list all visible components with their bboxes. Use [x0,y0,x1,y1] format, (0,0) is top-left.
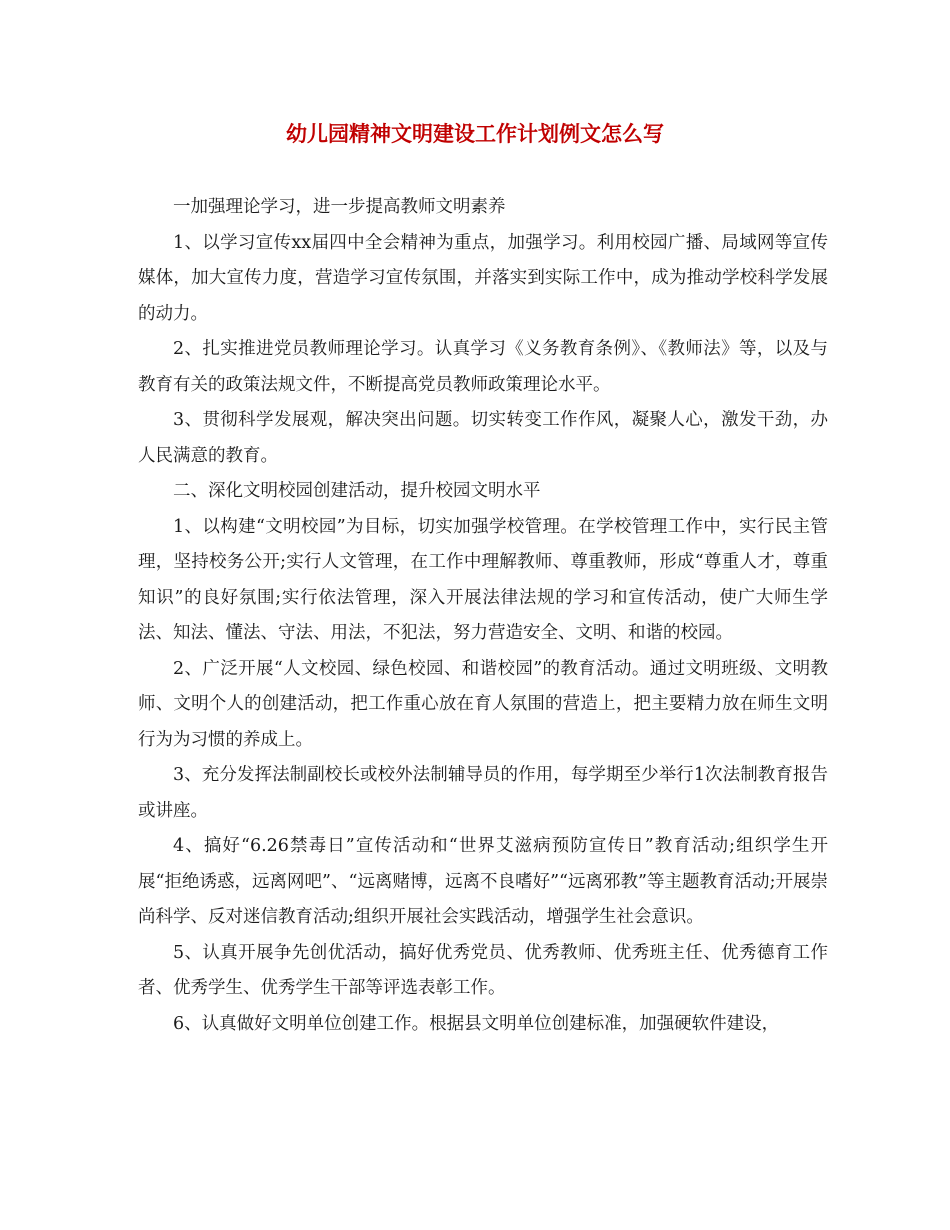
paragraph: 1、以构建“文明校园”为目标，切实加强学校管理。在学校管理工作中，实行民主管理，坚持校务公开;实行人文管理，在工作中理解教师、尊重教师，形成“尊重人才，尊重知识”的良好氛围;实行依法管理，深入开展法律法规的学习和宣传活动，使广大师生学法、知法、懂法、守法、用法，不犯法，努力营造安全、文明、和谐的校园。 [138,516,828,643]
paragraph: 5、认真开展争先创优活动，搞好优秀党员、优秀教师、优秀班主任、优秀德育工作者、优秀学生、优秀学生干部等评选表彰工作。 [138,942,828,998]
section-heading-1: 一加强理论学习，进一步提高教师文明素养 [173,197,506,217]
document-body [138,190,828,1042]
paragraph: 1、以学习宣传xx届四中全会精神为重点，加强学习。利用校园广播、局域网等宣传媒体，加大宣传力度，营造学习宣传氛围，并落实到实际工作中，成为推动学校科学发展的动力。 [138,232,828,324]
paragraph: 6、认真做好文明单位创建工作。根据县文明单位创建标准，加强硬软件建设， [173,1013,780,1034]
paragraph: 3、充分发挥法制副校长或校外法制辅导员的作用，每学期至少举行1次法制教育报告或讲座。 [138,765,828,821]
section-heading-2: 二、深化文明校园创建活动，提升校园文明水平 [173,481,541,501]
document-title: 幼儿园精神文明建设工作计划例文怎么写 [286,121,664,146]
paragraph: 2、扎实推进党员教师理论学习。认真学习《义务教育条例》、《教师法》等，以及与教育有关的政策法规文件，不断提高党员教师政策理论水平。 [138,339,828,395]
paragraph: 4、搞好“6.26禁毒日”宣传活动和“世界艾滋病预防宣传日”教育活动;组织学生开展“拒绝诱惑，远离网吧”、“远离赌博，远离不良嗜好”“远离邪教”等主题教育活动;开展崇尚科学、反对迷信教育活动;组织开展社会实践活动，增强学生社会意识。 [138,836,828,927]
paragraph: 3、贯彻科学发展观，解决突出问题。切实转变工作作风，凝聚人心，激发干劲，办人民满意的教育。 [138,410,828,466]
paragraph: 2、广泛开展“人文校园、绿色校园、和谐校园”的教育活动。通过文明班级、文明教师、文明个人的创建活动，把工作重心放在育人氛围的营造上，把主要精力放在师生文明行为为习惯的养成上。 [138,658,828,750]
